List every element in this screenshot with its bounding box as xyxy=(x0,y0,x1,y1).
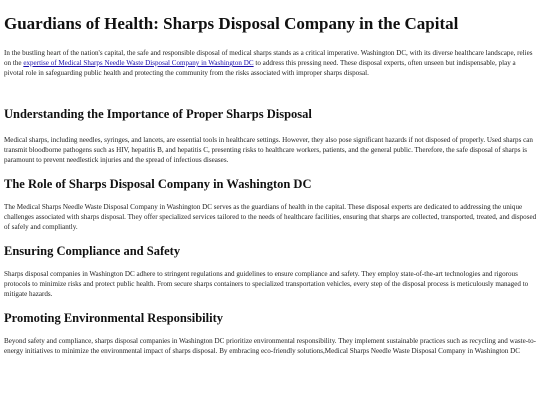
section-heading-environment: Promoting Environmental Responsibility xyxy=(4,311,224,325)
intro-paragraph xyxy=(4,48,537,78)
page-title: Guardians of Health: Sharps Disposal Company in the Capital xyxy=(4,14,459,33)
expertise-link[interactable]: expertise of Medical Sharps Needle Waste Disposal Company in Washington DC xyxy=(23,59,254,67)
section-heading-compliance: Ensuring Compliance and Safety xyxy=(4,244,181,258)
section-body-environment: Beyond safety and compliance, sharps disposal companies in Washington DC prioritize environmental responsibility. They implement sustainable practices such as recycling and waste-to-energy initiatives to minimize the environmental impact of sharps disposal. By embracing eco-friendly solutions,Medical Sharps Needle Waste Disposal Company in Washington DC xyxy=(4,337,536,355)
section-body-importance: Medical sharps, including needles, syringes, and lancets, are essential tools in healthcare settings. However, they also pose significant hazards if not disposed of properly. Used sharps can transmit bloodborne pathogens such as HIV, hepatitis B, and hepatitis C, presenting risks to healthcare workers, patients, and the general public. Therefore, the safe disposal of sharps is paramount to prevent needlestick injuries and the spread of infectious diseases. xyxy=(4,136,533,164)
section-environment xyxy=(4,311,537,356)
section-body-compliance: Sharps disposal companies in Washington DC adhere to stringent regulations and guidelines to ensure compliance and safety. They employ state-of-the-art technologies and rigorous protocols to minimize risks and protect public health. From secure sharps containers to specialized transportation vehicles, every step of the disposal process is meticulously managed to mitigate hazards. xyxy=(4,270,529,298)
section-heading-role: The Role of Sharps Disposal Company in Washington DC xyxy=(4,177,312,191)
intro-text-before-link: In the bustling heart of the nation's capital, the safe and responsible disposal of medical sharps stands as a critical imperative. Washington DC, with its diverse healthcare landscape, relies on the xyxy=(4,49,533,67)
intro-section xyxy=(4,48,537,78)
section-role xyxy=(4,177,537,232)
section-importance xyxy=(4,107,537,165)
intro-text-after-link: to address this pressing need. These disposal experts, often unseen but indispensable, play a pivotal role in safeguarding public health and protecting the community from the risks associated with improper sharps disposal. xyxy=(4,59,516,77)
section-heading-importance: Understanding the Importance of Proper Sharps Disposal xyxy=(4,107,312,121)
section-compliance xyxy=(4,244,537,299)
section-body-role: The Medical Sharps Needle Waste Disposal Company in Washington DC serves as the guardians of health in the capital. These disposal experts are dedicated to addressing the unique challenges associated with sharps disposal. They offer specialized services tailored to the needs of healthcare facilities, ensuring that sharps are collected, transported, treated, and disposed of safely and compliantly. xyxy=(4,203,537,231)
